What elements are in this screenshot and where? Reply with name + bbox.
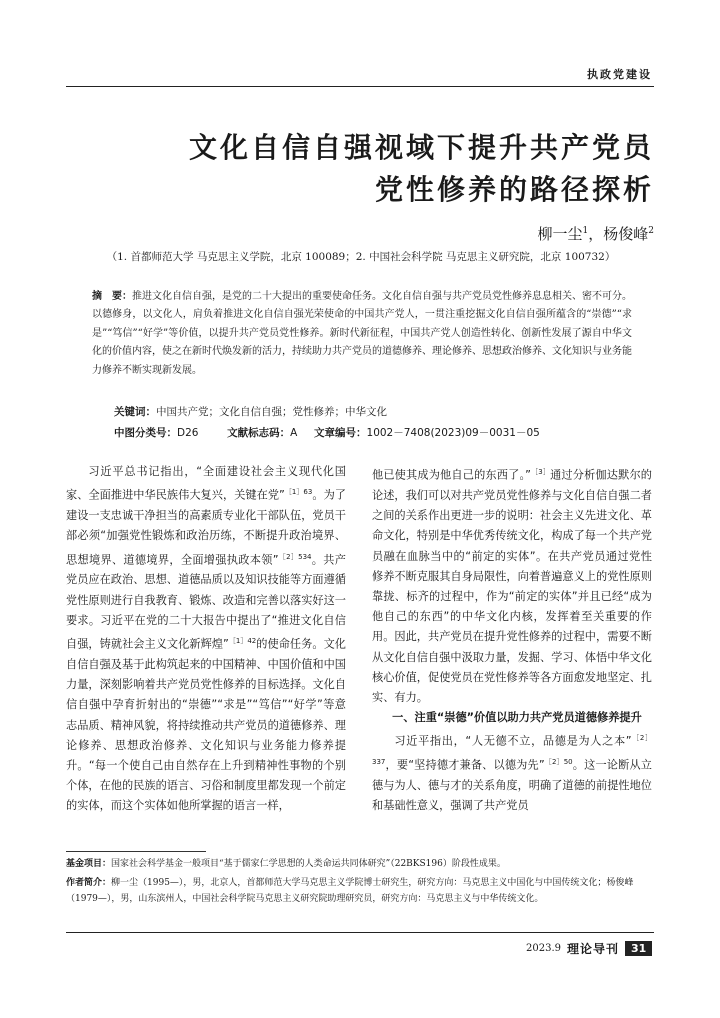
- author-mark: 1: [582, 226, 589, 236]
- section-heading: 一、注重“崇德”价值以助力共产党员道德修养提升: [392, 711, 642, 725]
- issue-number: 2023.9: [526, 943, 561, 954]
- authors: [537, 223, 654, 244]
- header-rule: [66, 86, 654, 87]
- article-title-line-1: 文化自信自强视域下提升共产党员: [188, 131, 654, 164]
- article-number-value: 1002－7408(2023)09－0031－05: [366, 427, 540, 439]
- footnote-rule: [66, 851, 206, 852]
- page-footer: [526, 940, 652, 957]
- paragraph: [372, 728, 652, 816]
- abstract-text: 推进文化自信自强，是党的二十大提出的重要使命任务。文化自信自强与共产党员党性修养息息相关、密不可分。以德修身，以文化人，肩负着推进文化自信自强光荣使命的中国共产党人，一贯注重挖掘文化自信自强所蕴含的“崇德”“求是”“笃信”“好学”等价值，以提升共产党员党性修养。新时代新征程，中国共产党人创造性转化、创新性发展了源自中华文化的价值内容，使之在新时代焕发新的活力，持续助力共产党员的道德修养、理论修养、思想政治修养、文化知识与业务能力修养不断实现新发展。: [92, 291, 632, 376]
- citation: ［3］: [530, 468, 551, 476]
- paragraph: [372, 462, 652, 708]
- author-separator: ，: [588, 225, 604, 243]
- footnote-author: [66, 875, 656, 907]
- text-run: ，要“坚持德才兼备、以德为先”: [385, 759, 545, 773]
- keywords-text: 中国共产党；文化自信自强；党性修养；中华文化: [156, 406, 387, 418]
- body-column-right: [372, 462, 652, 817]
- text-run: 他已使其成为他自己的东西了。”: [372, 468, 531, 482]
- article-title-line-2: 党性修养的路径探析: [374, 173, 654, 206]
- page-number: 31: [625, 941, 652, 956]
- text-run: 。这一论断从立德与为人、德与才的关系角度，明确了道德的前提性地位和基础性意义，强调了共产党员: [372, 759, 652, 813]
- clc-value: D26: [177, 427, 199, 439]
- author-info-text: 柳一尘（1995—），男，北京人，首都师范大学马克思主义学院博士研究生，研究方向：马克思主义中国化与中国传统文化；杨俊峰（1979—），男，山东滨州人，中国社会科学院马克思主义研究院助理研究员，研究方向：马克思主义与中华传统文化。: [66, 878, 634, 904]
- journal-name: 理论导刊: [567, 942, 620, 956]
- author-name: 柳一尘: [537, 225, 583, 243]
- text-run: 习近平总书记指出，“全面建设社会主义现代化国家、全面推进中华民族伟大复兴，关键在党”: [66, 465, 346, 502]
- paragraph: [66, 462, 346, 817]
- doc-code-value: A: [290, 427, 298, 439]
- fund-text: 国家社会科学基金一般项目“基于儒家仁学思想的人类命运共同体研究”（22BKS196）阶段性成果。: [111, 859, 506, 869]
- footnote-fund: [66, 856, 656, 872]
- affiliation: （1. 首都师范大学 马克思主义学院，北京 100089；2. 中国社会科学院 马克思主义研究院，北京 100732）: [106, 251, 616, 263]
- citation: ［1］63: [284, 488, 313, 497]
- text-run: 的使命任务。文化自信自强及基于此构筑起来的中国精神、中国价值和中国力量，深刻影响着共产党员党性修养的目标选择。文化自信自强中孕育折射出的“崇德”“求是”“笃信”“好学”等意志品质、精神风貌，将持续推动共产党员的道德修养、理论修养、思想政治修养、文化知识与业务能力修养提升。“每一个使自己由自然存在上升到精神性事物的个别个体，在他的民族的语言、习俗和制度里都发现一个前定的实体，而这个实体如他所掌握的语言一样，: [66, 637, 346, 813]
- citation: ［1］42: [228, 637, 257, 646]
- fund-label: 基金项目：: [66, 859, 112, 869]
- clc-label: 中图分类号：: [114, 427, 177, 439]
- doc-code-label: 文献标志码：: [227, 427, 291, 439]
- citation: ［2］337: [372, 734, 652, 767]
- author-mark: 2: [648, 226, 654, 236]
- citation: ［2］50: [544, 758, 573, 767]
- author-name: 杨俊峰: [603, 225, 649, 243]
- text-run: 通过分析伽达默尔的论述，我们可以对共产党员党性修养与文化自信自强二者之间的关系作出更进一步的说明：社会主义先进文化、革命文化，特别是中华优秀传统文化，构成了每一个共产党员融在血脉当中的“前定的实体”。在共产党员通过党性修养不断克服其自身局限性，向着普遍意义上的党性原则靠拢、标齐的过程中，作为“前定的实体”并且已经“成为他自己的东西”的中华文化内核，发挥着至关重要的作用。因此，共产党员在提升党性修养的过程中，需要不断从文化自信自强中汲取力量，发掘、学习、体悟中华文化核心价值，促使党员在党性修养等各方面愈发地坚定、扎实、有力。: [372, 468, 652, 704]
- abstract: [92, 288, 632, 380]
- citation: ［2］534: [278, 552, 312, 561]
- classification: [114, 425, 540, 440]
- article-number-label: 文章编号：: [314, 427, 367, 439]
- section-tag: 执政党建设: [587, 68, 652, 81]
- keywords: [114, 404, 387, 419]
- text-run: 。为了建设一支忠诚干净担当的高素质专业化干部队伍，党员干部必须“加强党性锻炼和政治历练，不断提升政治境界、思想境界、道德境界，全面增强执政本领”: [66, 488, 346, 567]
- text-run: 习近平指出，“人无德不立，品德是为人之本”: [394, 735, 632, 749]
- body-column-left: [66, 462, 346, 817]
- text-run: 。共产党员应在政治、思想、道德品质以及知识技能等方面遵循党性原则进行自我教育、锻炼、改造和完善以落实好这一要求。习近平在党的二十大报告中提出了“推进文化自信自强，铸就社会主义文化新辉煌”: [66, 553, 346, 651]
- footer-rule: [66, 932, 654, 933]
- abstract-label: 摘 要：: [92, 291, 132, 302]
- keywords-label: 关键词：: [114, 406, 156, 418]
- author-info-label: 作者简介：: [66, 878, 112, 888]
